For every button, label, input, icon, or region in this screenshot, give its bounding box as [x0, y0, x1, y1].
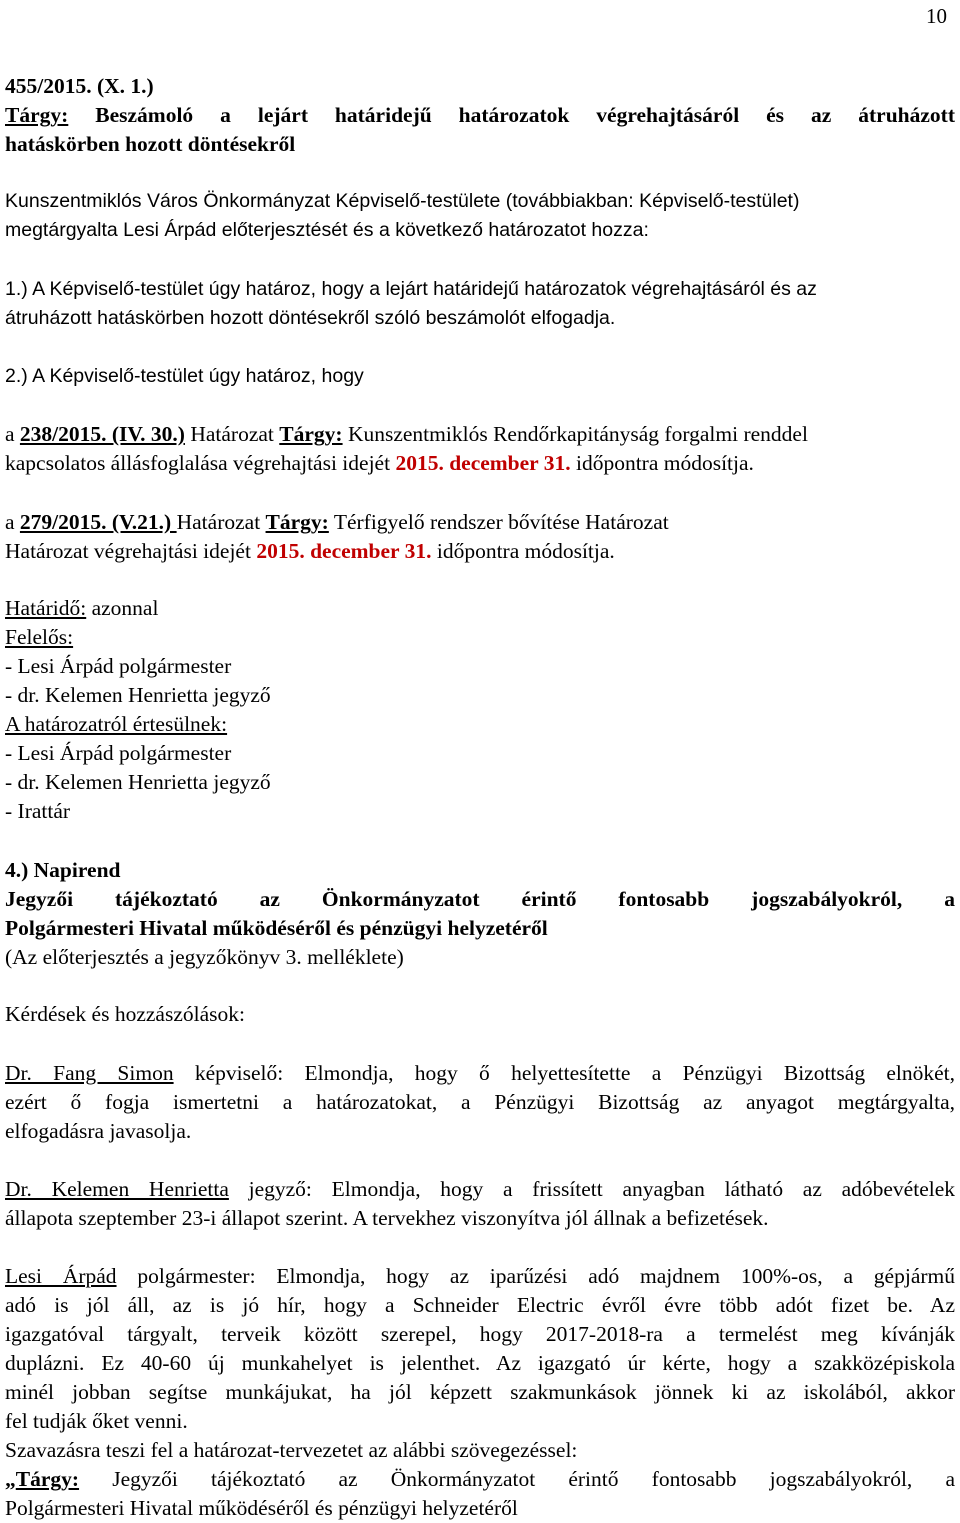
speech3-line-2: adó is jól áll, az is jó hír, hogy a Schneider Electric évről évre több adót fizet be. Az [5, 1293, 955, 1317]
speech3-line-1: Lesi Árpád polgármester: Elmondja, hogy az iparűzési adó majdnem 100%-os, a gépjármű [5, 1264, 955, 1288]
amendment-item-1 [5, 420, 955, 478]
item2-date: december 31. [304, 539, 432, 563]
item1-year: 2015. [395, 451, 444, 475]
quote-line-1: „Tárgy: Jegyzői tájékoztató az Önkormányzatot érintő fontosabb jogszabályokról, a [5, 1467, 955, 1491]
notified-item: - dr. Kelemen Henrietta jegyző [5, 770, 271, 794]
questions-heading: Kérdések és hozzászólások: [5, 1002, 245, 1026]
agenda-item [5, 856, 955, 972]
speech-2 [5, 1175, 955, 1233]
responsible-item: - dr. Kelemen Henrietta jegyző [5, 683, 271, 707]
speech-1 [5, 1059, 955, 1146]
speaker-name: Dr. Fang Simon [5, 1061, 174, 1085]
agenda-note: (Az előterjesztés a jegyzőkönyv 3. melléklete) [5, 945, 404, 969]
speaker-name: Lesi Árpád [5, 1264, 117, 1288]
item1-line-2: kapcsolatos állásfoglalása végrehajtási idejét 2015. december 31. időpontra módosítja. [5, 451, 754, 475]
item2-line-1: a 279/2015. (V.21.) Határozat Tárgy: Térfigyelő rendszer bővítése Határozat [5, 510, 669, 534]
resolution-subject-line-1: Tárgy: Beszámoló a lejárt határidejű határozatok végrehajtásáról és az átruházott [5, 103, 955, 127]
item2-year: 2015. [256, 539, 305, 563]
speech1-line-1: Dr. Fang Simon képviselő: Elmondja, hogy ő helyettesítette a Pénzügyi Bizottság elnökét, [5, 1061, 955, 1085]
item2-subject-label: Tárgy: [265, 510, 329, 534]
decision-point-1 [5, 275, 955, 333]
speech1-line-3: elfogadásra javasolja. [5, 1119, 192, 1143]
responsible-label: Felelős: [5, 625, 74, 649]
item1-date: december 31. [443, 451, 571, 475]
agenda-number: 4.) Napirend [5, 858, 121, 882]
responsibility-block [5, 594, 955, 826]
vote-intro: Szavazásra teszi fel a határozat-tervezetet az alábbi szövegezéssel: [5, 1438, 578, 1462]
agenda-title-line-1: Jegyzői tájékoztató az Önkormányzatot érintő fontosabb jogszabályokról, a [5, 887, 955, 911]
intro-line-2: megtárgyalta Lesi Árpád előterjesztését és a következő határozatot hozza: [5, 219, 649, 241]
speaker-name: Dr. Kelemen Henrietta [5, 1177, 229, 1201]
responsible-item: - Lesi Árpád polgármester [5, 654, 232, 678]
notified-item: - Lesi Árpád polgármester [5, 741, 232, 765]
resolution-number: 455/2015. (X. 1.) [5, 74, 154, 98]
subject-label: Tárgy: [5, 103, 69, 127]
deadline-label: Határidő: [5, 596, 87, 620]
speech3-line-6: fel tudják őket venni. [5, 1409, 188, 1433]
speech2-line-2: állapota szeptember 23-i állapot szerint. A tervekhez viszonyítva jól állnak a befizetések. [5, 1206, 769, 1230]
item2-ref: 279/2015. (V.21.) [19, 510, 177, 534]
item1-ref: 238/2015. (IV. 30.) [19, 422, 185, 446]
speech3-line-5: minél jobban segítse munkájukat, ha jól képzett szakmunkások jönnek ki az iskolából, akkor [5, 1380, 955, 1404]
resolution-block [5, 72, 955, 159]
item1-subject-label: Tárgy: [279, 422, 343, 446]
intro-paragraph [5, 187, 955, 245]
deadline: Határidő: azonnal [5, 596, 159, 620]
item2-line-2: Határozat végrehajtási idejét 2015. december 31. időpontra módosítja. [5, 539, 615, 563]
quote-subject-label: Tárgy: [15, 1467, 80, 1491]
speech2-line-1: Dr. Kelemen Henrietta jegyző: Elmondja, hogy a frissített anyagban látható az adóbevételek [5, 1177, 955, 1201]
notified-label: A határozatról értesülnek: [5, 712, 228, 736]
item1-line-1: a 238/2015. (IV. 30.) Határozat Tárgy: Kunszentmiklós Rendőrkapitányság forgalmi renddel [5, 422, 808, 446]
page-number: 10 [926, 4, 947, 28]
resolution-subject-line-2: hatáskörben hozott döntésekről [5, 132, 296, 156]
point2-line: 2.) A Képviselő-testület úgy határoz, hogy [5, 365, 364, 387]
speech3-line-3: igazgatóval tárgyalt, terveik között szerepel, hogy 2017-2018-ra a termelést meg kívánják [5, 1322, 955, 1346]
point1-line-1: 1.) A Képviselő-testület úgy határoz, hogy a lejárt határidejű határozatok végrehajtásáról és az [5, 278, 817, 300]
quote-line-2: Polgármesteri Hivatal működéséről és pénzügyi helyzetéről [5, 1496, 518, 1520]
decision-point-2 [5, 362, 955, 391]
amendment-item-2 [5, 508, 955, 566]
speech3-line-4: duplázni. Ez 40-60 új munkahelyet is jelenthet. Az igazgató úr kérte, hogy a szakközépiskola [5, 1351, 955, 1375]
agenda-title-line-2: Polgármesteri Hivatal működéséről és pénzügyi helyzetéről [5, 916, 548, 940]
speech-3 [5, 1262, 955, 1523]
point1-line-2: átruházott hatáskörben hozott döntésekről szóló beszámolót elfogadja. [5, 307, 616, 329]
speech1-line-2: ezért ő fogja ismertetni a határozatokat, a Pénzügyi Bizottság az anyagot megtárgyalta, [5, 1090, 955, 1114]
notified-item: - Irattár [5, 799, 71, 823]
intro-line-1: Kunszentmiklós Város Önkormányzat Képviselő-testülete (továbbiakban: Képviselő-testület) [5, 190, 800, 212]
